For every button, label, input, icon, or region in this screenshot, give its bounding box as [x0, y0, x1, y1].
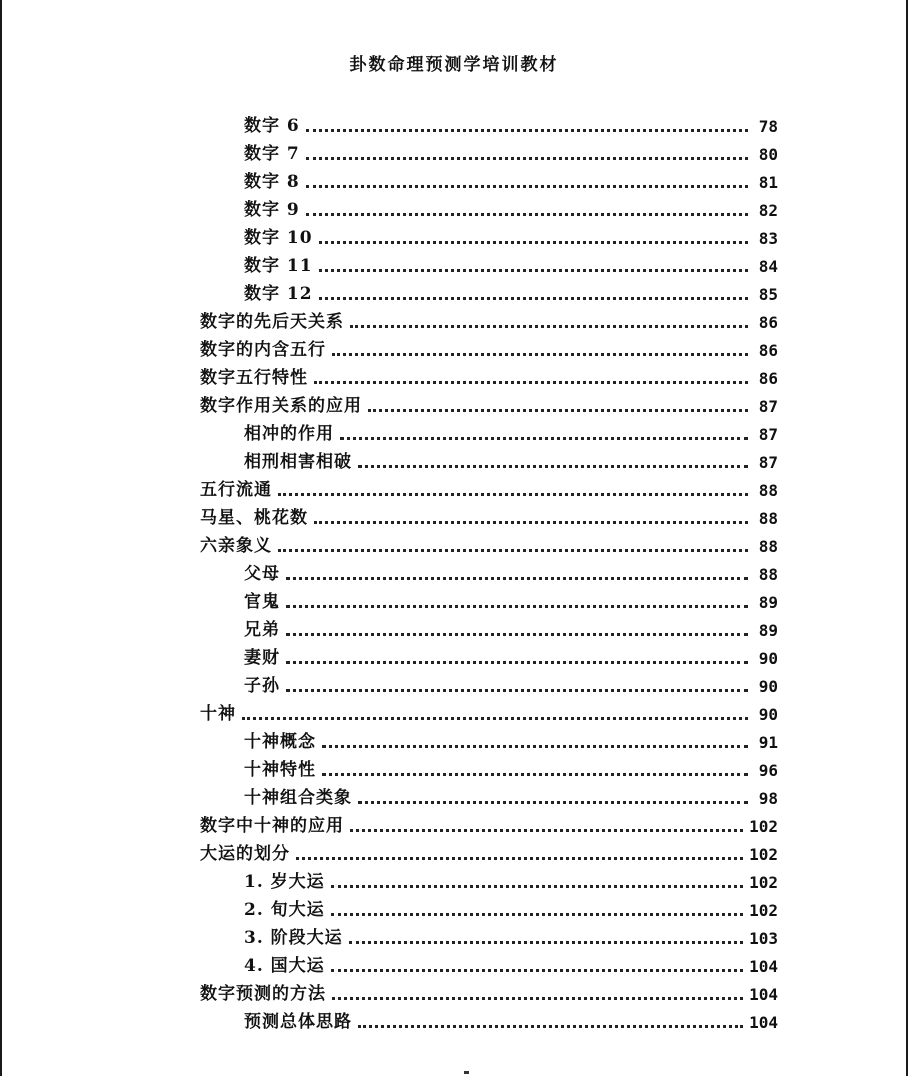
toc-entry-title: 数字预测的方法	[200, 984, 326, 1004]
toc-leader-dots	[286, 669, 748, 692]
toc-leader-dots	[331, 949, 743, 972]
toc-leader-dots	[358, 445, 748, 468]
toc-entry-page-number: 96	[758, 761, 778, 780]
toc-entry-page-number: 102	[749, 817, 778, 836]
toc-entry-title: 相刑相害相破	[244, 452, 352, 472]
toc-entry-page-number: 104	[749, 1013, 778, 1032]
toc-entry-title: 十神概念	[244, 732, 316, 752]
toc-entry-title: 4. 国大运	[244, 956, 325, 976]
toc-entry-page-number: 86	[758, 369, 778, 388]
toc-entry	[200, 528, 778, 556]
toc-entry-page-number: 83	[758, 229, 778, 248]
toc-entry-page-number: 103	[749, 929, 778, 948]
toc-entry-title: 数字的先后天关系	[200, 312, 344, 332]
toc-entry-page-number: 82	[758, 201, 778, 220]
toc-entry-title: 父母	[244, 564, 280, 584]
toc-entry-title: 2. 旬大运	[244, 900, 325, 920]
toc-entry	[200, 612, 778, 640]
toc-entry-title: 1. 岁大运	[244, 872, 325, 892]
toc-entry-page-number: 84	[758, 257, 778, 276]
toc-entry	[200, 416, 778, 444]
toc-entry-page-number: 102	[749, 845, 778, 864]
toc-entry	[200, 136, 778, 164]
toc-leader-dots	[314, 361, 748, 384]
toc-entry-page-number: 86	[758, 313, 778, 332]
toc-entry-page-number: 90	[758, 677, 778, 696]
toc-leader-dots	[286, 585, 748, 608]
toc-entry	[200, 696, 778, 724]
toc-entry	[200, 836, 778, 864]
toc-leader-dots	[350, 809, 743, 832]
toc-entry-title: 数字 6	[244, 116, 300, 136]
toc-entry-title: 妻财	[244, 648, 280, 668]
toc-entry-title: 大运的划分	[200, 844, 290, 864]
toc-entry-title: 十神	[200, 704, 236, 724]
toc-entry	[200, 780, 778, 808]
toc-entry	[200, 948, 778, 976]
toc-entry-page-number: 90	[758, 705, 778, 724]
toc-leader-dots	[306, 193, 748, 216]
toc-entry-page-number: 90	[758, 649, 778, 668]
toc-leader-dots	[278, 473, 748, 496]
toc-leader-dots	[242, 697, 748, 720]
toc-entry-page-number: 102	[749, 901, 778, 920]
toc-entry-page-number: 87	[758, 397, 778, 416]
page-footer-mark	[464, 1071, 469, 1074]
toc-entry-title: 数字 12	[244, 284, 313, 304]
toc-entry-title: 数字 8	[244, 172, 300, 192]
toc-entry	[200, 164, 778, 192]
toc-entry	[200, 752, 778, 780]
toc-leader-dots	[331, 865, 743, 888]
toc-entry-title: 十神组合类象	[244, 788, 352, 808]
toc-entry	[200, 108, 778, 136]
toc-leader-dots	[358, 781, 748, 804]
toc-entry	[200, 920, 778, 948]
toc-leader-dots	[332, 333, 748, 356]
toc-entry-title: 数字作用关系的应用	[200, 396, 362, 416]
toc-entry-page-number: 104	[749, 985, 778, 1004]
toc-entry	[200, 388, 778, 416]
toc-entry	[200, 444, 778, 472]
toc-leader-dots	[306, 137, 748, 160]
toc-entry-page-number: 98	[758, 789, 778, 808]
toc-entry-page-number: 87	[758, 453, 778, 472]
toc-leader-dots	[306, 109, 748, 132]
toc-entry-page-number: 102	[749, 873, 778, 892]
toc-entry	[200, 220, 778, 248]
toc-entry-title: 十神特性	[244, 760, 316, 780]
toc-leader-dots	[314, 501, 748, 524]
toc-entry	[200, 360, 778, 388]
toc-entry-title: 数字中十神的应用	[200, 816, 344, 836]
toc-entry	[200, 304, 778, 332]
toc-entry-page-number: 88	[758, 481, 778, 500]
toc-entry	[200, 248, 778, 276]
toc-leader-dots	[322, 753, 748, 776]
toc-entry-page-number: 89	[758, 593, 778, 612]
toc-entry	[200, 640, 778, 668]
toc-entry-page-number: 88	[758, 565, 778, 584]
toc-entry	[200, 192, 778, 220]
toc-entry-title: 数字五行特性	[200, 368, 308, 388]
toc-entry-title: 官鬼	[244, 592, 280, 612]
toc-entry-title: 数字 7	[244, 144, 300, 164]
toc-leader-dots	[332, 977, 743, 1000]
toc-leader-dots	[278, 529, 748, 552]
toc-entry	[200, 864, 778, 892]
toc-entry-page-number: 85	[758, 285, 778, 304]
toc-leader-dots	[340, 417, 748, 440]
toc-entry-page-number: 78	[758, 117, 778, 136]
toc-entry-title: 数字的内含五行	[200, 340, 326, 360]
toc-entry-title: 马星、桃花数	[200, 508, 308, 528]
toc-leader-dots	[368, 389, 748, 412]
page-header-title: 卦数命理预测学培训教材	[349, 55, 559, 75]
toc-entry	[200, 892, 778, 920]
toc-leader-dots	[286, 613, 748, 636]
toc-entry	[200, 276, 778, 304]
toc-leader-dots	[319, 277, 748, 300]
toc-entry-page-number: 81	[758, 173, 778, 192]
toc-entry-page-number: 87	[758, 425, 778, 444]
toc-leader-dots	[306, 165, 748, 188]
toc-entry	[200, 500, 778, 528]
toc-entry-title: 六亲象义	[200, 536, 272, 556]
toc-entry-title: 子孙	[244, 676, 280, 696]
toc-entry-page-number: 89	[758, 621, 778, 640]
toc-entry-title: 相冲的作用	[244, 424, 334, 444]
toc-entry-page-number: 88	[758, 537, 778, 556]
toc-leader-dots	[322, 725, 748, 748]
toc-entry-title: 预测总体思路	[244, 1012, 352, 1032]
toc-leader-dots	[331, 893, 743, 916]
toc-entry-title: 兄弟	[244, 620, 280, 640]
toc-entry-title: 数字 11	[244, 256, 313, 276]
toc-entry-page-number: 88	[758, 509, 778, 528]
toc-entry	[200, 332, 778, 360]
toc-entry-title: 数字 9	[244, 200, 300, 220]
toc-leader-dots	[296, 837, 743, 860]
toc-entry-title: 数字 10	[244, 228, 313, 248]
toc-leader-dots	[349, 921, 743, 944]
toc-entry-title: 五行流通	[200, 480, 272, 500]
toc-entry	[200, 472, 778, 500]
toc-entry	[200, 556, 778, 584]
toc-leader-dots	[350, 305, 748, 328]
toc-entry-page-number: 86	[758, 341, 778, 360]
table-of-contents	[200, 108, 778, 1032]
toc-entry-page-number: 104	[749, 957, 778, 976]
toc-entry	[200, 584, 778, 612]
toc-entry	[200, 724, 778, 752]
toc-entry-title: 3. 阶段大运	[244, 928, 343, 948]
toc-leader-dots	[319, 249, 748, 272]
toc-entry-page-number: 91	[758, 733, 778, 752]
toc-leader-dots	[286, 557, 748, 580]
toc-entry-page-number: 80	[758, 145, 778, 164]
toc-entry	[200, 1004, 778, 1032]
toc-leader-dots	[358, 1005, 743, 1028]
toc-leader-dots	[286, 641, 748, 664]
toc-leader-dots	[319, 221, 748, 244]
toc-entry	[200, 668, 778, 696]
toc-entry	[200, 976, 778, 1004]
toc-entry	[200, 808, 778, 836]
